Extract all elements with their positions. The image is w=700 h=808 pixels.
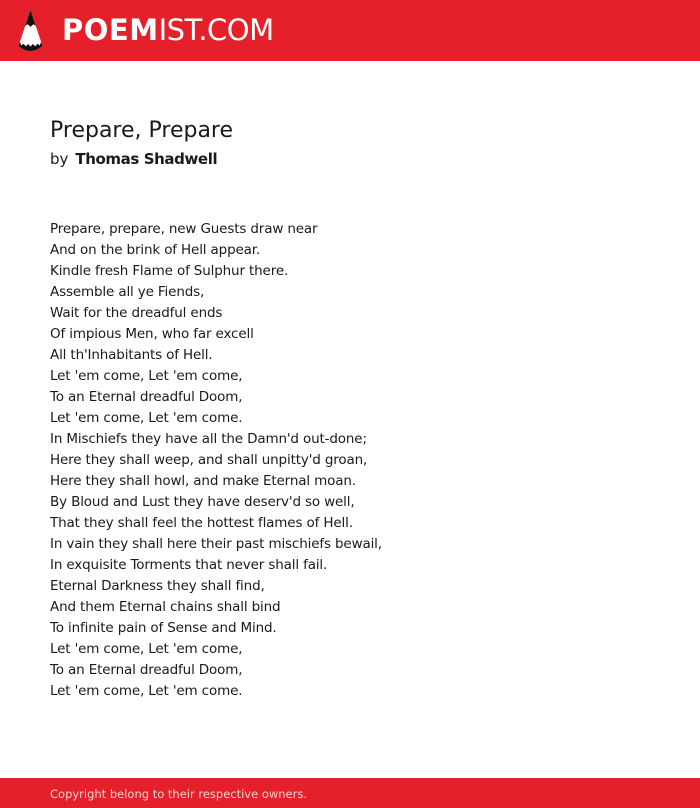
poem-line: Let 'em come, Let 'em come. bbox=[50, 410, 243, 426]
poem-line: Assemble all ye Fiends, bbox=[50, 284, 205, 300]
poem-line: Eternal Darkness they shall find, bbox=[50, 578, 265, 594]
site-logo[interactable] bbox=[62, 12, 274, 48]
poem-line: Let 'em come, Let 'em come. bbox=[50, 683, 243, 699]
poem-line: In exquisite Torments that never shall fail. bbox=[50, 557, 328, 573]
pencil-tip-icon[interactable] bbox=[18, 10, 43, 51]
poem-line: Here they shall weep, and shall unpitty'd groan, bbox=[50, 452, 368, 468]
poem-line: Let 'em come, Let 'em come, bbox=[50, 368, 243, 384]
poem-line: That they shall feel the hottest flames of Hell. bbox=[50, 515, 353, 531]
poem-title: Prepare, Prepare bbox=[50, 118, 234, 143]
byline bbox=[50, 148, 217, 170]
site-header bbox=[0, 0, 700, 61]
author-name: Thomas Shadwell bbox=[75, 150, 218, 168]
poem-line: To an Eternal dreadful Doom, bbox=[50, 389, 243, 405]
poem-body bbox=[50, 219, 382, 702]
site-footer bbox=[0, 778, 700, 808]
poem-line: To infinite pain of Sense and Mind. bbox=[50, 620, 277, 636]
poem-line: Here they shall howl, and make Eternal moan. bbox=[50, 473, 356, 489]
poem-line: Of impious Men, who far excell bbox=[50, 326, 254, 342]
poem-line: To an Eternal dreadful Doom, bbox=[50, 662, 243, 678]
logo-text-light: IST.COM bbox=[158, 13, 274, 47]
poem-line: Kindle fresh Flame of Sulphur there. bbox=[50, 263, 289, 279]
copyright-notice: Copyright belong to their respective owners. bbox=[50, 787, 308, 801]
poem-line: And on the brink of Hell appear. bbox=[50, 242, 261, 258]
poem-line: Let 'em come, Let 'em come, bbox=[50, 641, 243, 657]
poem-line: In Mischiefs they have all the Damn'd out-done; bbox=[50, 431, 367, 447]
poem-line: Prepare, prepare, new Guests draw near bbox=[50, 221, 318, 237]
by-label: by bbox=[50, 150, 69, 168]
poem-line: In vain they shall here their past mischiefs bewail, bbox=[50, 536, 382, 552]
poem-line: And them Eternal chains shall bind bbox=[50, 599, 281, 615]
poem-line: All th'Inhabitants of Hell. bbox=[50, 347, 213, 363]
poem-line: By Bloud and Lust they have deserv'd so well, bbox=[50, 494, 355, 510]
logo-text-bold: POEM bbox=[62, 13, 159, 47]
poem-line: Wait for the dreadful ends bbox=[50, 305, 223, 321]
